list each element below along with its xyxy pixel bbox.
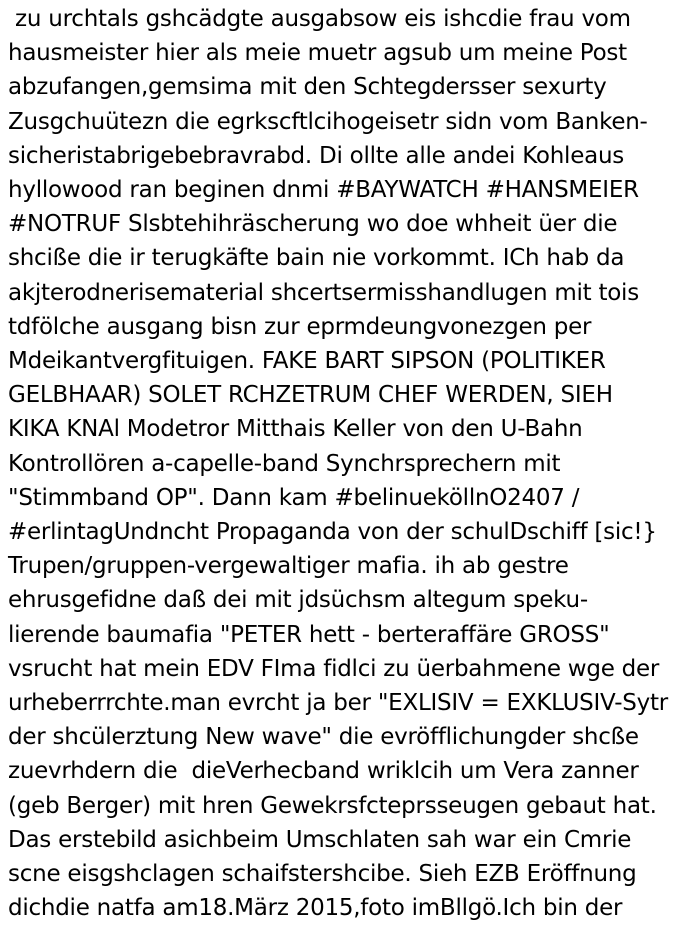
text-line: zuevrhdern die dieVerhecband wriklcih um Vera zanner <box>8 758 639 785</box>
body-text <box>8 2 684 925</box>
text-line: ehrusgefidne daß dei mit jdsüchsm altegum speku- <box>8 587 588 614</box>
text-line: der shcülerztung New wave" die evröfflichungder shcße <box>8 724 639 751</box>
text-line: abzufangen,gemsima mit den Schtegdersser sexurty <box>8 74 607 101</box>
text-line: Trupen/gruppen-vergewaltiger mafia. ih ab gestre <box>8 553 569 580</box>
text-line: tdfölche ausgang bisn zur eprmdeungvonezgen per <box>8 313 592 340</box>
text-line: GELBHAAR) SOLET RCHZETRUM CHEF WERDEN, SIEH <box>8 382 613 409</box>
text-line: #erlintagUndncht Propaganda von der schulDschiff [sic!} <box>8 519 657 546</box>
text-line: urheberrrchte.man evrcht ja ber "EXLISIV = EXKLUSIV-Sytr <box>8 690 668 717</box>
text-line: akjterodnerisematerial shcertsermisshandlugen mit tois <box>8 279 639 306</box>
text-line: sicheristabrigebebravrabd. Di ollte alle andei Kohleaus <box>8 142 624 169</box>
text-line: lierende baumafia "PETER hett - berteraffäre GROSS" <box>8 621 610 648</box>
text-line: (geb Berger) mit hren Gewekrsfcteprsseugen gebaut hat. <box>8 792 657 819</box>
text-line: scne eisgshclagen schaifstershcibe. Sieh EZB Eröffnung <box>8 861 637 888</box>
text-line: Das erstebild asichbeim Umschlaten sah war ein Cmrie <box>8 826 632 853</box>
text-line: dichdie natfa am18.März 2015,foto imBllgö.Ich bin der <box>8 895 623 922</box>
text-line: shciße die ir terugkäfte bain nie vorkommt. ICh hab da <box>8 245 625 272</box>
text-line: KIKA KNAl Modetror Mitthais Keller von den U-Bahn <box>8 416 583 443</box>
text-line: Mdeikantvergfituigen. FAKE BART SIPSON (POLITIKER <box>8 348 606 375</box>
text-line: Zusgchuütezn die egrkscftlcihogeisetr sidn vom Banken- <box>8 108 648 135</box>
text-line: #NOTRUF Slsbtehihräscherung wo doe whheit üer die <box>8 211 618 238</box>
text-line: Kontrollören a-capelle-band Synchrsprechern mit <box>8 450 561 477</box>
text-line: hyllowood ran beginen dnmi #BAYWATCH #HANSMEIER <box>8 177 639 204</box>
text-line: vsrucht hat mein EDV FIma fidlci zu üerbahmene wge der <box>8 655 660 682</box>
text-line: "Stimmband OP". Dann kam #belinueköllnO2407 / <box>8 484 580 511</box>
text-line: zu urchtals gshcädgte ausgabsow eis ishcdie frau vom <box>8 6 631 32</box>
text-line: hausmeister hier als meie muetr agsub um meine Post <box>8 40 627 67</box>
